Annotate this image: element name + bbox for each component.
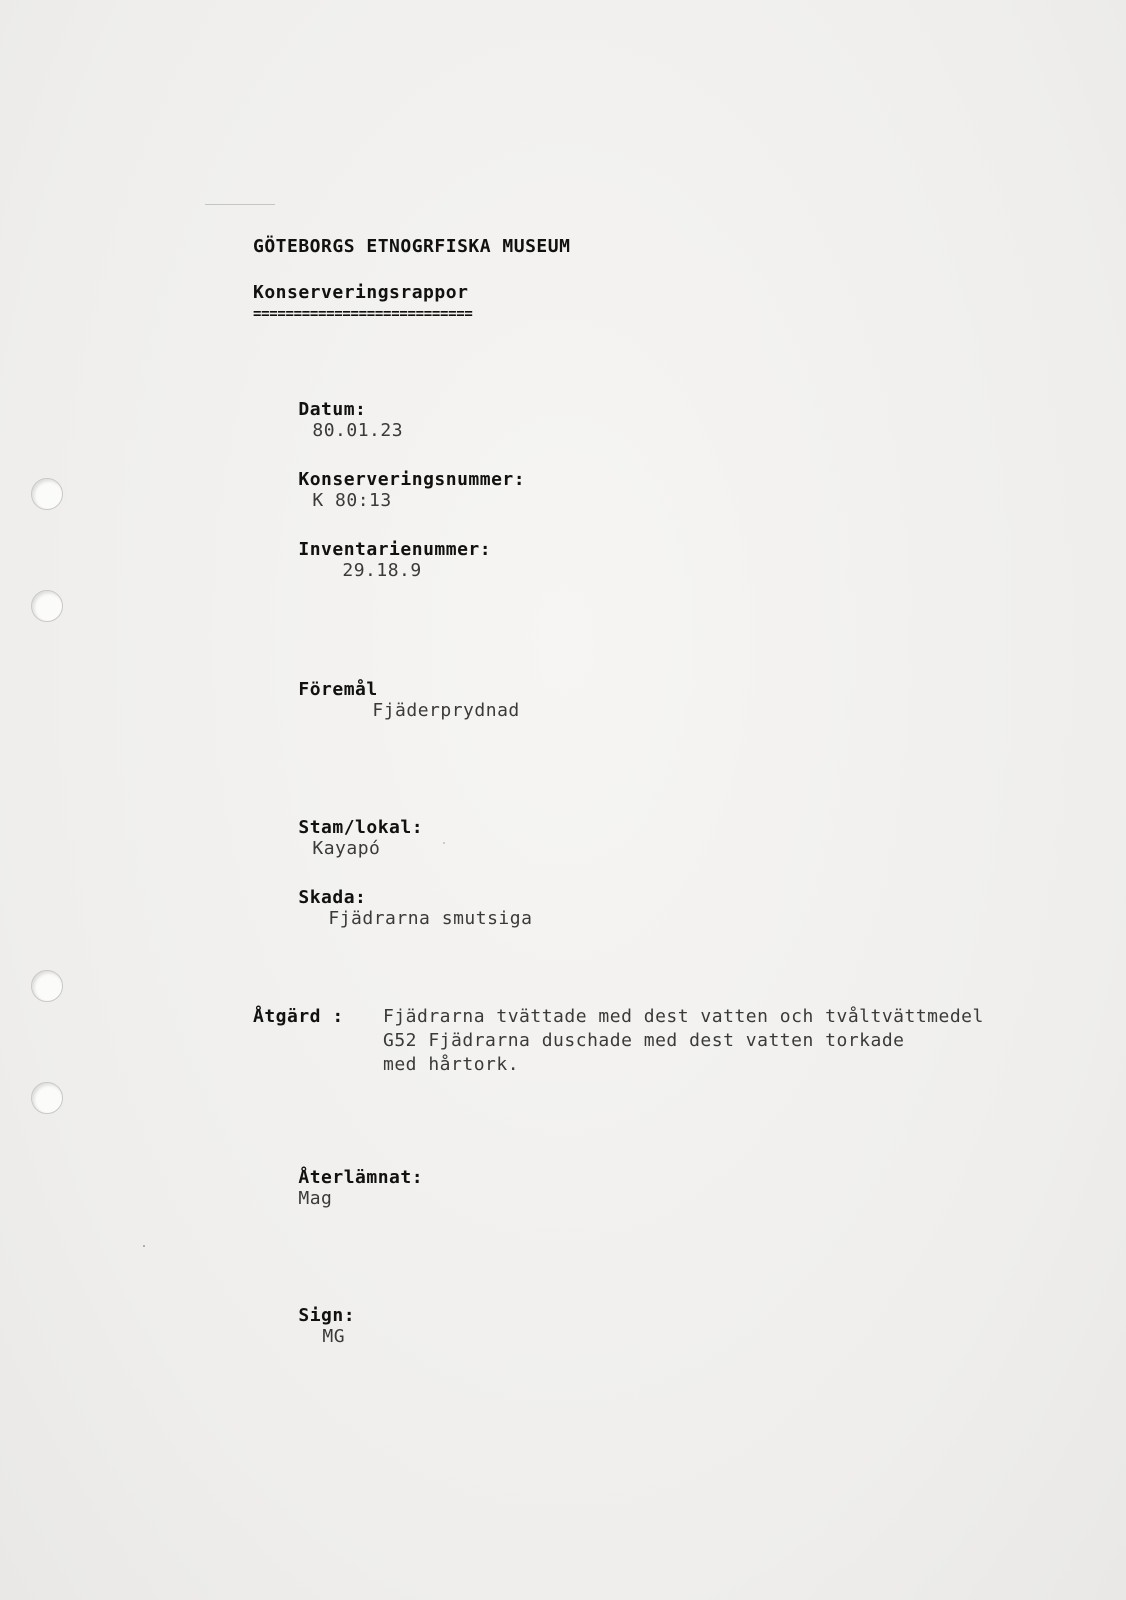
- punch-hole: [31, 970, 63, 1002]
- atgard-line: Fjädrarna tvättade med dest vatten och tvåltvättmedel: [383, 1006, 984, 1027]
- foremal-label: Föremål: [298, 679, 378, 700]
- sign-row: [253, 1284, 355, 1368]
- skada-row: [253, 866, 532, 950]
- datum-label: Datum:: [298, 399, 367, 420]
- sign-label: Sign:: [298, 1305, 356, 1326]
- aterlamnat-value: Mag: [298, 1188, 333, 1209]
- konserveringsnummer-label: Konserveringsnummer:: [298, 469, 526, 490]
- stray-dot: [143, 1245, 145, 1247]
- inventarienummer-row: [253, 518, 491, 602]
- sign-value: MG: [322, 1326, 346, 1347]
- aterlamnat-label: Återlämnat:: [298, 1167, 424, 1188]
- skada-value: Fjädrarna smutsiga: [328, 908, 533, 929]
- stam-lokal-label: Stam/lokal:: [298, 817, 424, 838]
- aterlamnat-row: [253, 1146, 423, 1230]
- foremal-row: [253, 658, 520, 742]
- foremal-value: Fjäderprydnad: [372, 700, 520, 721]
- stam-lokal-value: Kayapó: [312, 838, 381, 859]
- punch-hole: [31, 1082, 63, 1114]
- skada-label: Skada:: [298, 887, 367, 908]
- title-underline: ===========================: [253, 306, 473, 322]
- inventarienummer-value: 29.18.9: [342, 560, 422, 581]
- inventarienummer-label: Inventarienummer:: [298, 539, 492, 560]
- konserveringsnummer-value: K 80:13: [312, 490, 392, 511]
- report-title: Konserveringsrappor: [253, 282, 469, 303]
- stray-mark: [205, 204, 275, 205]
- atgard-line: G52 Fjädrarna duschade med dest vatten torkade: [383, 1030, 905, 1051]
- punch-hole: [31, 590, 63, 622]
- datum-value: 80.01.23: [312, 420, 404, 441]
- atgard-label: Åtgärd :: [253, 1006, 344, 1027]
- stray-dot: [443, 842, 445, 844]
- atgard-line: med hårtork.: [383, 1054, 520, 1075]
- punch-hole: [31, 478, 63, 510]
- museum-name: GÖTEBORGS ETNOGRFISKA MUSEUM: [253, 236, 571, 257]
